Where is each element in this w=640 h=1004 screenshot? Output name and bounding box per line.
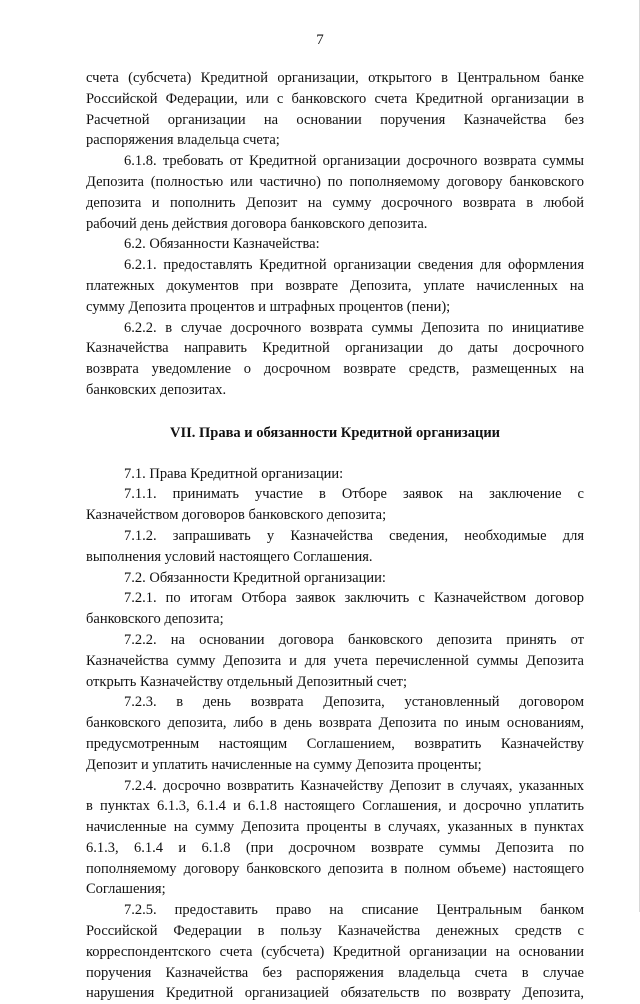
paragraph-7-2: [86, 568, 584, 589]
text-line: 6.1.3, 6.1.4 и 6.1.8 (при досрочном возврате суммы Депозита по: [86, 839, 584, 856]
text-line: предусмотренным настоящим Соглашением, возвратить Казначейству: [86, 735, 584, 752]
paragraph-7-1-1: [86, 484, 584, 526]
text-line: банковских депозитах.: [86, 381, 227, 398]
text-line: счета (субсчета) Кредитной организации, открытого в Центральном банке: [86, 70, 584, 86]
text-line: банковского депозита;: [86, 611, 224, 628]
text-line: корреспондентского счета (субсчета) Кредитной организации на основании: [86, 943, 584, 960]
paragraph-7-2-4: [86, 776, 584, 901]
text-line: 6.2.2. в случае досрочного возврата суммы Депозита по инициативе: [124, 319, 584, 336]
text-line: рабочий день действия договора банковского депозита.: [86, 215, 428, 232]
text-line: в пунктах 6.1.3, 6.1.4 и 6.1.8 настоящего Соглашения, и досрочно уплатить: [86, 798, 584, 815]
paragraph-7-2-3: [86, 692, 584, 775]
text-line: начисленные на сумму Депозита проценты в случаях, указанных в пунктах: [86, 819, 584, 836]
text-line: Российской Федерации в пользу Казначейства денежных средств с: [86, 923, 584, 940]
text-line: Казначейства направить Кредитной организации до даты досрочного: [86, 340, 584, 357]
paragraph-6-2-2: [86, 318, 584, 401]
paragraph-7-1: [86, 464, 584, 485]
text-line: 6.1.8. требовать от Кредитной организации досрочного возврата суммы: [124, 153, 584, 170]
text-line: 7.1.1. принимать участие в Отборе заявок на заключение с: [124, 486, 584, 503]
text-line: 7.2. Обязанности Кредитной организации:: [124, 569, 386, 586]
text-line: Казначейством договоров банковского депозита;: [86, 507, 387, 524]
text-line: депозита и пополнить Депозит на сумму досрочного возврата в любой: [86, 194, 584, 211]
text-line: распоряжения владельца счета;: [86, 132, 280, 149]
section-7-body: [86, 464, 584, 1004]
text-line: Казначейства сумму Депозита и для учета перечисленной суммы Депозита: [86, 652, 584, 669]
text-line: сумму Депозита процентов и штрафных процентов (пени);: [86, 298, 451, 315]
document-body: [86, 68, 584, 1004]
text-line: пополняемому договору банковского депозита в полном объеме) настоящего: [86, 860, 584, 877]
text-line: платежных документов при возврате Депозита, уплате начисленных на: [86, 277, 584, 294]
text-line: выполнения условий настоящего Соглашения.: [86, 548, 373, 565]
text-line: 6.2. Обязанности Казначейства:: [124, 236, 320, 253]
text-line: Соглашения;: [86, 881, 166, 898]
paragraph-7-2-1: [86, 588, 584, 630]
text-line: 7.2.3. в день возврата Депозита, установленный договором: [124, 694, 584, 711]
text-line: Расчетной организации на основании поручения Казначейства без: [86, 111, 584, 128]
section-heading-vii: VII. Права и обязанности Кредитной организации: [169, 424, 501, 441]
text-line: 6.2.1. предоставлять Кредитной организации сведения для оформления: [124, 257, 584, 274]
text-line: возврата уведомление о досрочном возврате средств, размещенных на: [86, 361, 584, 378]
text-line: банковского депозита, либо в день возврата Депозита по иным основаниям,: [86, 715, 584, 732]
paragraph-6-1-8: [86, 151, 584, 234]
text-line: 7.2.1. по итогам Отбора заявок заключить с Казначейством договор: [124, 590, 584, 607]
text-line: поручения Казначейства без распоряжения владельца счета в случае: [86, 964, 584, 981]
paragraph-7-1-2: [86, 526, 584, 568]
text-line: 7.2.4. досрочно возвратить Казначейству Депозит в случаях, указанных: [124, 777, 584, 794]
text-line: нарушения Кредитной организацией обязательств по возврату Депозита,: [86, 985, 584, 1002]
text-line: 7.2.5. предоставить право на списание Центральным банком: [124, 902, 584, 919]
paragraph-7-2-2: [86, 630, 584, 692]
text-line: 7.1. Права Кредитной организации:: [124, 465, 344, 482]
text-line: 7.2.2. на основании договора банковского депозита принять от: [124, 631, 584, 648]
text-line: Депозит и уплатить начисленные на сумму Депозита проценты;: [86, 756, 482, 773]
paragraph-6-2: [86, 234, 584, 255]
page-number: 7: [316, 32, 324, 48]
paragraph-6-2-1: [86, 255, 584, 317]
text-line: Депозита (полностью или частично) по пополняемому договору банковского: [86, 173, 584, 190]
text-line: Российской Федерации, или с банковского счета Кредитной организации в: [86, 90, 584, 107]
section-6-continuation: [86, 68, 584, 401]
paragraph-7-2-5: [86, 900, 584, 1004]
text-line: 7.1.2. запрашивать у Казначейства сведения, необходимые для: [124, 527, 584, 544]
text-line: открыть Казначейству отдельный Депозитный счет;: [86, 673, 407, 690]
paragraph-continuation: [86, 68, 584, 151]
